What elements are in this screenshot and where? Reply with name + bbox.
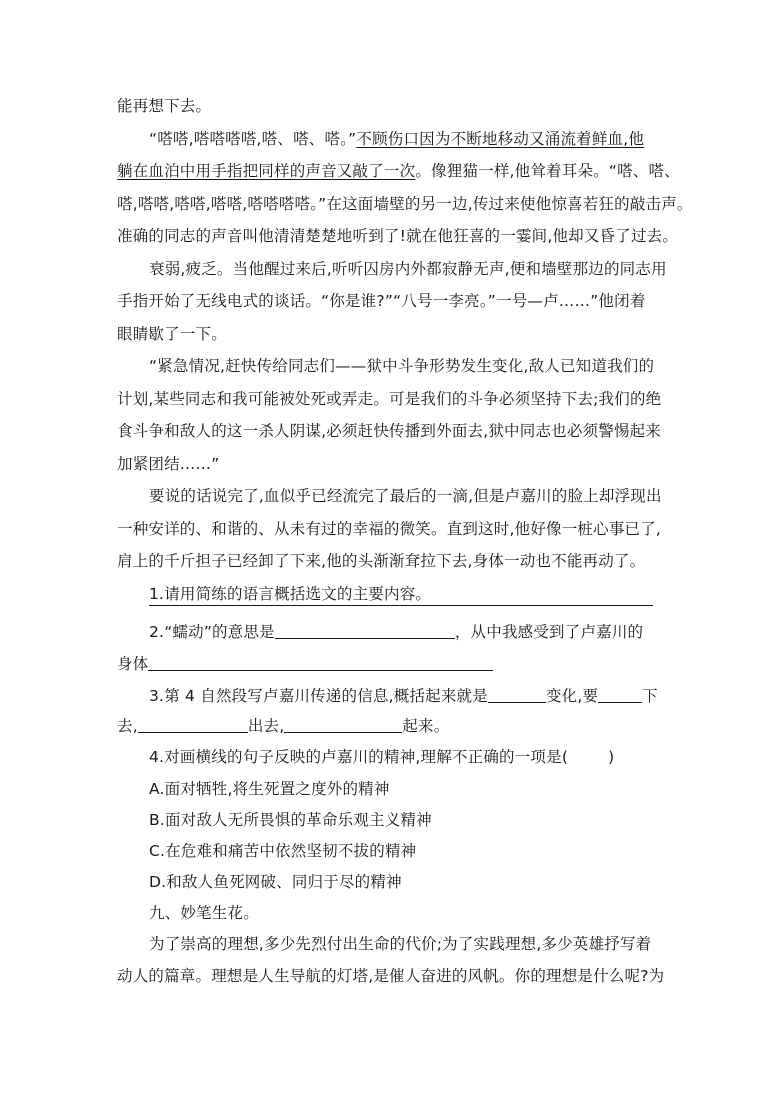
- question-2: [149, 622, 663, 642]
- answer-blank[interactable]: [275, 622, 455, 639]
- text: ): [608, 748, 615, 766]
- option-d: [149, 872, 663, 892]
- question-1: [149, 584, 663, 604]
- question-2-cont: [117, 654, 663, 674]
- passage-line: [117, 161, 680, 181]
- text: B.面对敌人无所畏惧的革命乐观主义精神: [149, 811, 432, 829]
- text: A.面对牺牲,将生死置之度外的精神: [149, 780, 390, 798]
- underlined-sentence: 不顾伤口因为不断地移动又涌流着鲜血,他: [356, 130, 645, 148]
- text: 起来。: [402, 717, 450, 735]
- text: 九、妙笔生花。: [149, 904, 259, 922]
- passage-line: [117, 324, 663, 344]
- text: ，从中我感受到了卢嘉川的: [454, 623, 644, 641]
- text: 动人的篇章。理想是人生导航的灯塔,是催人奋进的风帆。你的理想是什么呢?为: [117, 967, 665, 985]
- section-9-line: [149, 934, 663, 954]
- passage-line: [117, 421, 663, 441]
- text: 能再想下去。: [117, 97, 212, 115]
- text: “紧急情况,赶快传给同志们——狱中斗争形势发生变化,敌人已知道我们的: [149, 357, 655, 375]
- passage-line: [117, 96, 663, 116]
- text: 4.对画横线的句子反映的卢嘉川的精神,理解不正确的一项是(: [149, 748, 569, 766]
- option-b: [149, 810, 663, 830]
- text: 准确的同志的声音叫他清清楚楚地听到了!就在他狂喜的一霎间,他却又昏了过去。: [117, 227, 679, 245]
- text: C.在危难和痛苦中依然坚韧不拔的精神: [149, 842, 417, 860]
- passage-line: [117, 454, 663, 474]
- text: 嗒,嗒嗒,嗒嗒,嗒嗒,嗒嗒嗒嗒。”在这面墙壁的另一边,传过来使他惊喜若狂的敲击声。: [117, 195, 693, 213]
- text: 3.第 4 自然段写卢嘉川传递的信息,概括起来就是: [149, 687, 488, 705]
- passage-line: [117, 389, 663, 409]
- text: 肩上的千斤担子已经卸了下来,他的头渐渐耷拉下去,身体一动也不能再动了。: [117, 552, 646, 570]
- text: 下: [642, 687, 658, 705]
- question-3-cont: [117, 716, 663, 736]
- text: 出去,: [247, 717, 285, 735]
- text: 。像狸猫一样,他耸着耳朵。“嗒、嗒、: [415, 162, 680, 180]
- answer-blank[interactable]: [138, 716, 248, 733]
- answer-blank[interactable]: [488, 686, 546, 703]
- passage-line: [149, 486, 663, 506]
- answer-blank[interactable]: [148, 654, 493, 671]
- text: 计划,某些同志和我可能被处死或弄走。可是我们的斗争必须坚持下去;我们的绝: [117, 390, 662, 408]
- passage-line: [117, 194, 693, 214]
- text: 身体: [117, 655, 149, 673]
- text: “嗒嗒,嗒嗒嗒嗒,嗒、嗒、嗒。”: [149, 130, 357, 148]
- text: 去,: [117, 717, 138, 735]
- text: D.和敌人鱼死网破、同归于尽的精神: [149, 873, 402, 891]
- answer-blank-q1[interactable]: [149, 605, 653, 606]
- question-3: [149, 686, 663, 706]
- question-4: [149, 747, 663, 767]
- answer-blank[interactable]: [598, 686, 642, 703]
- text: 一种安详的、和谐的、从未有过的幸福的微笑。直到这时,他好像一桩心事已了,: [117, 520, 662, 538]
- text: 为了崇高的理想,多少先烈付出生命的代价;为了实践理想,多少英雄抒写着: [149, 935, 652, 953]
- passage-line: [117, 519, 663, 539]
- text: 衰弱,疲乏。当他醒过来后,听听囚房内外都寂静无声,便和墙壁那边的同志用: [149, 260, 667, 278]
- section-9-line: [117, 966, 663, 986]
- text: 2.“蠕动”的意思是: [149, 623, 275, 641]
- passage-line: [149, 259, 667, 279]
- section-9-title: [149, 903, 663, 923]
- text: 1.请用简练的语言概括选文的主要内容。: [149, 585, 432, 603]
- text: 手指开始了无线电式的谈话。“你是谁?”“八号一李亮。”一号—卢……”他闭着: [117, 292, 646, 310]
- option-a: [149, 779, 663, 799]
- passage-line: [117, 551, 663, 571]
- passage-line: [149, 129, 663, 149]
- passage-line: [149, 356, 663, 376]
- answer-blank[interactable]: [284, 716, 402, 733]
- underlined-sentence: 躺在血泊中用手指把同样的声音又敲了一次: [117, 162, 416, 180]
- option-c: [149, 841, 663, 861]
- passage-line: [117, 291, 663, 311]
- text: 变化,要: [545, 687, 599, 705]
- text: 食斗争和敌人的这一杀人阴谋,必须赶快传播到外面去,狱中同志也必须警惕起来: [117, 422, 662, 440]
- text: 眼睛歇了一下。: [117, 325, 227, 343]
- text: 要说的话说完了,血似乎已经流完了最后的一滴,但是卢嘉川的脸上却浮现出: [149, 487, 662, 505]
- text: 加紧团结……”: [117, 455, 220, 473]
- passage-line: [117, 226, 679, 246]
